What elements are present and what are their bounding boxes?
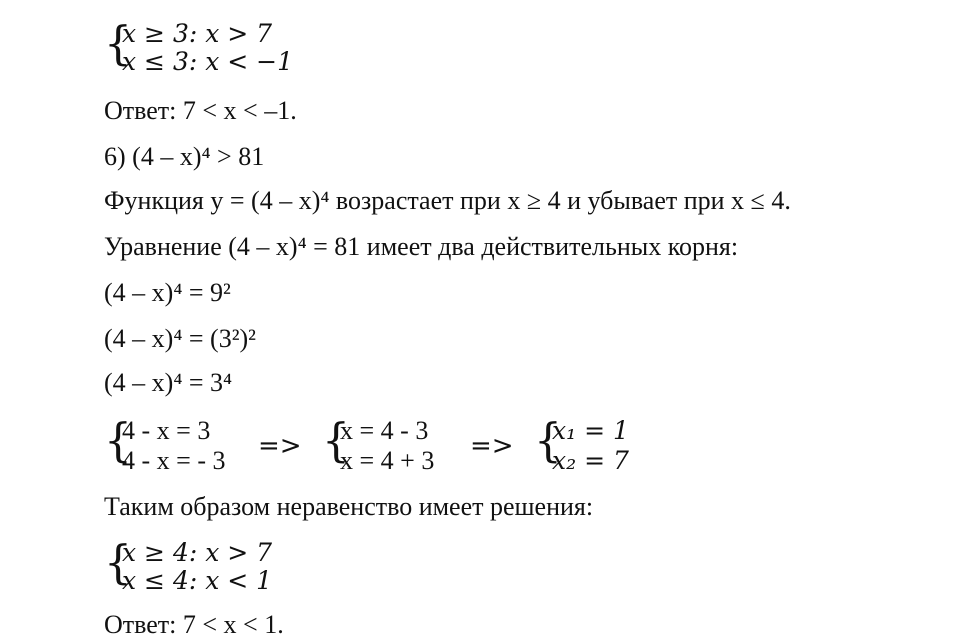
conclusion-line: Таким образом неравенство имеет решения: — [104, 492, 594, 521]
system-a — [104, 415, 254, 473]
system-c — [534, 415, 654, 473]
system-bottom-row1: x ≥ 4: x > 7 — [122, 538, 273, 567]
system-top-row1: x ≥ 3: x > 7 — [122, 19, 273, 48]
system-b — [322, 415, 462, 473]
problem-6: 6) (4 – x)⁴ > 81 — [104, 142, 265, 171]
brace-icon: { — [104, 536, 132, 590]
system-a-row1: 4 - x = 3 — [122, 416, 211, 445]
implies-arrow-2: => — [470, 431, 514, 461]
system-b-row2: x = 4 + 3 — [340, 446, 435, 475]
step-1: (4 – x)⁴ = 9² — [104, 278, 231, 307]
answer-line-2: Ответ: 7 < x < 1. — [104, 610, 284, 639]
function-statement: Функция y = (4 – x)⁴ возрастает при x ≥ 4 и убывает при x ≤ 4. — [104, 186, 791, 215]
system-c-row1: x₁ = 1 — [552, 416, 629, 445]
brace-icon: { — [534, 414, 562, 468]
step-3: (4 – x)⁴ = 3⁴ — [104, 368, 233, 397]
system-bottom-row2: x ≤ 4: x < 1 — [122, 566, 273, 595]
brace-icon: { — [104, 17, 132, 71]
brace-icon: { — [104, 414, 132, 468]
step-2: (4 – x)⁴ = (3²)² — [104, 324, 256, 353]
system-top-row2: x ≤ 3: x < −1 — [122, 47, 294, 76]
system-b-row1: x = 4 - 3 — [340, 416, 429, 445]
equation-statement: Уравнение (4 – x)⁴ = 81 имеет два действительных корня: — [104, 232, 739, 261]
implies-arrow-1: => — [258, 431, 302, 461]
system-c-row2: x₂ = 7 — [552, 446, 629, 475]
system-bottom — [104, 537, 344, 595]
system-top — [104, 18, 344, 76]
system-a-row2: 4 - x = - 3 — [122, 446, 226, 475]
brace-icon: { — [322, 414, 350, 468]
answer-line-1: Ответ: 7 < x < –1. — [104, 96, 297, 125]
